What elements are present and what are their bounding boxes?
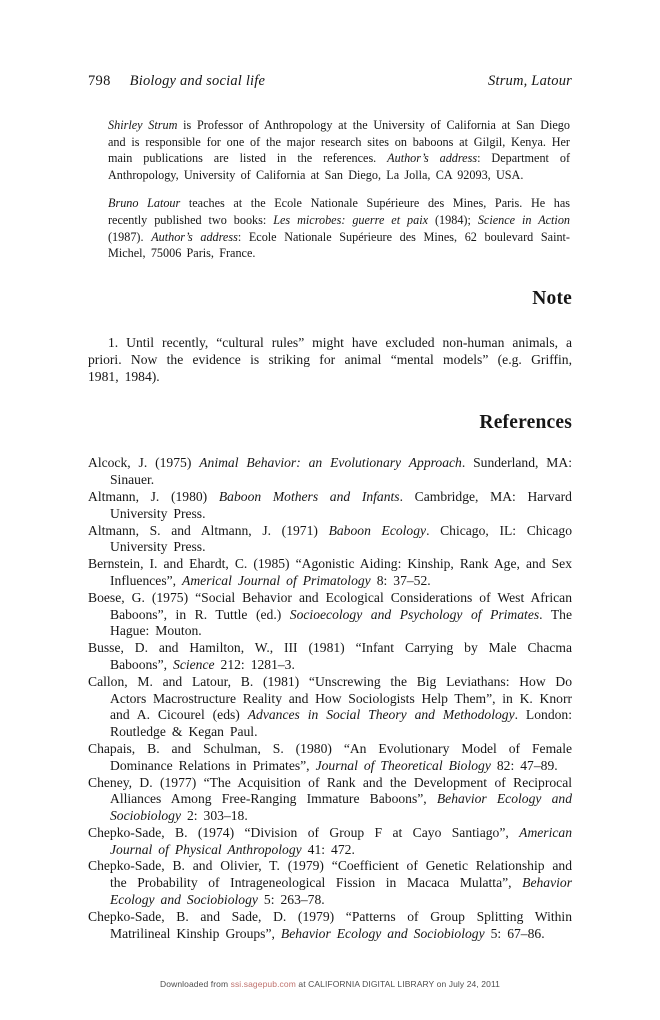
running-authors: Strum, Latour xyxy=(488,73,572,89)
footer-link[interactable]: ssi.sagepub.com xyxy=(230,979,296,989)
reference-item: Altmann, S. and Altmann, J. (1971) Baboon Ecology. Chicago, IL: Chicago University Press. xyxy=(88,522,573,555)
footer-suffix: at CALIFORNIA DIGITAL LIBRARY on July 24, 2011 xyxy=(298,979,500,989)
note-heading: Note xyxy=(532,287,572,309)
reference-item: Chepko-Sade, B. and Sade, D. (1979) “Patterns of Group Splitting Within Matrilineal Kinship Groups”, Behavior Ecology and Sociobiology 5: 67–86. xyxy=(88,908,572,941)
author-bio-latour: Bruno Latour teaches at the Ecole Nationale Supérieure des Mines, Paris. He has recently published two books: Les microbes: guerre et paix (1984); Science in Action (1987). Author’s address: Ecole Nationale Supérieure des Mines, 62 boulevard Saint-Michel, 75006 Paris, France. xyxy=(108,196,571,261)
author-bios xyxy=(108,117,570,262)
running-header-left xyxy=(88,73,265,90)
reference-item: Busse, D. and Hamilton, W., III (1981) “Infant Carrying by Male Chacma Baboons”, Science 212: 1281–3. xyxy=(88,640,572,672)
reference-item: Altmann, J. (1980) Baboon Mothers and Infants. Cambridge, MA: Harvard University Press. xyxy=(88,488,572,521)
footer-prefix: Downloaded from xyxy=(160,979,229,989)
reference-item: Alcock, J. (1975) Animal Behavior: an Evolutionary Approach. Sunderland, MA: Sinauer. xyxy=(88,455,572,488)
reference-item: Bernstein, I. and Ehardt, C. (1985) “Agonistic Aiding: Kinship, Rank Age, and Sex Influences”, Americal Journal of Primatology 8: 37–52. xyxy=(88,556,572,588)
reference-item: Chepko-Sade, B. and Olivier, T. (1979) “Coefficient of Genetic Relationship and the Probability of Intrageneological Fission in Macaca Mulatta”, Behavior Ecology and Sociobiology 5: 263–78. xyxy=(88,858,572,908)
reference-item: Chapais, B. and Schulman, S. (1980) “An Evolutionary Model of Female Dominance Relations in Primates”, Journal of Theoretical Biology 82: 47–89. xyxy=(88,740,572,773)
references-heading: References xyxy=(479,412,572,434)
reference-item: Callon, M. and Latour, B. (1981) “Unscrewing the Big Leviathans: How Do Actors Macrostructure Reality and How Sociologists Help Them”, in K. Knorr and A. Cicourel (eds) Advances in Social Theory and Methodology. London: Routledge & Kegan Paul. xyxy=(88,673,572,740)
reference-item: Chepko-Sade, B. (1974) “Division of Group F at Cayo Santiago”, American Journal of Physical Anthropology 41: 472. xyxy=(88,824,572,857)
running-title: Biology and social life xyxy=(129,73,266,89)
reference-item: Cheney, D. (1977) “The Acquisition of Rank and the Development of Reciprocal Alliances Among Free-Ranging Immature Baboons”, Behavior Ecology and Sociobiology 2: 303–18. xyxy=(88,774,572,824)
running-header xyxy=(88,73,572,90)
reference-item: Boese, G. (1975) “Social Behavior and Ecological Considerations of West African Baboons”, in R. Tuttle (ed.) Socioecology and Psychology of Primates. The Hague: Mouton. xyxy=(88,589,572,639)
note-paragraph: 1. Until recently, “cultural rules” might have excluded non-human animals, a priori. Now the evidence is striking for animal “mental models” (e.g. Griffin, 1981, 1984). xyxy=(88,334,572,385)
page-number: 798 xyxy=(88,73,111,89)
download-footer xyxy=(0,979,660,989)
reference-list xyxy=(88,455,572,942)
author-bio-strum: Shirley Strum is Professor of Anthropology at the University of California at San Diego and is responsible for one of the major research sites on baboons at Gilgil, Kenya. Her main publications are listed in the references. Author’s address: Department of Anthropology, University of California at San Diego, La Jolla, CA 92093, USA. xyxy=(108,118,571,182)
